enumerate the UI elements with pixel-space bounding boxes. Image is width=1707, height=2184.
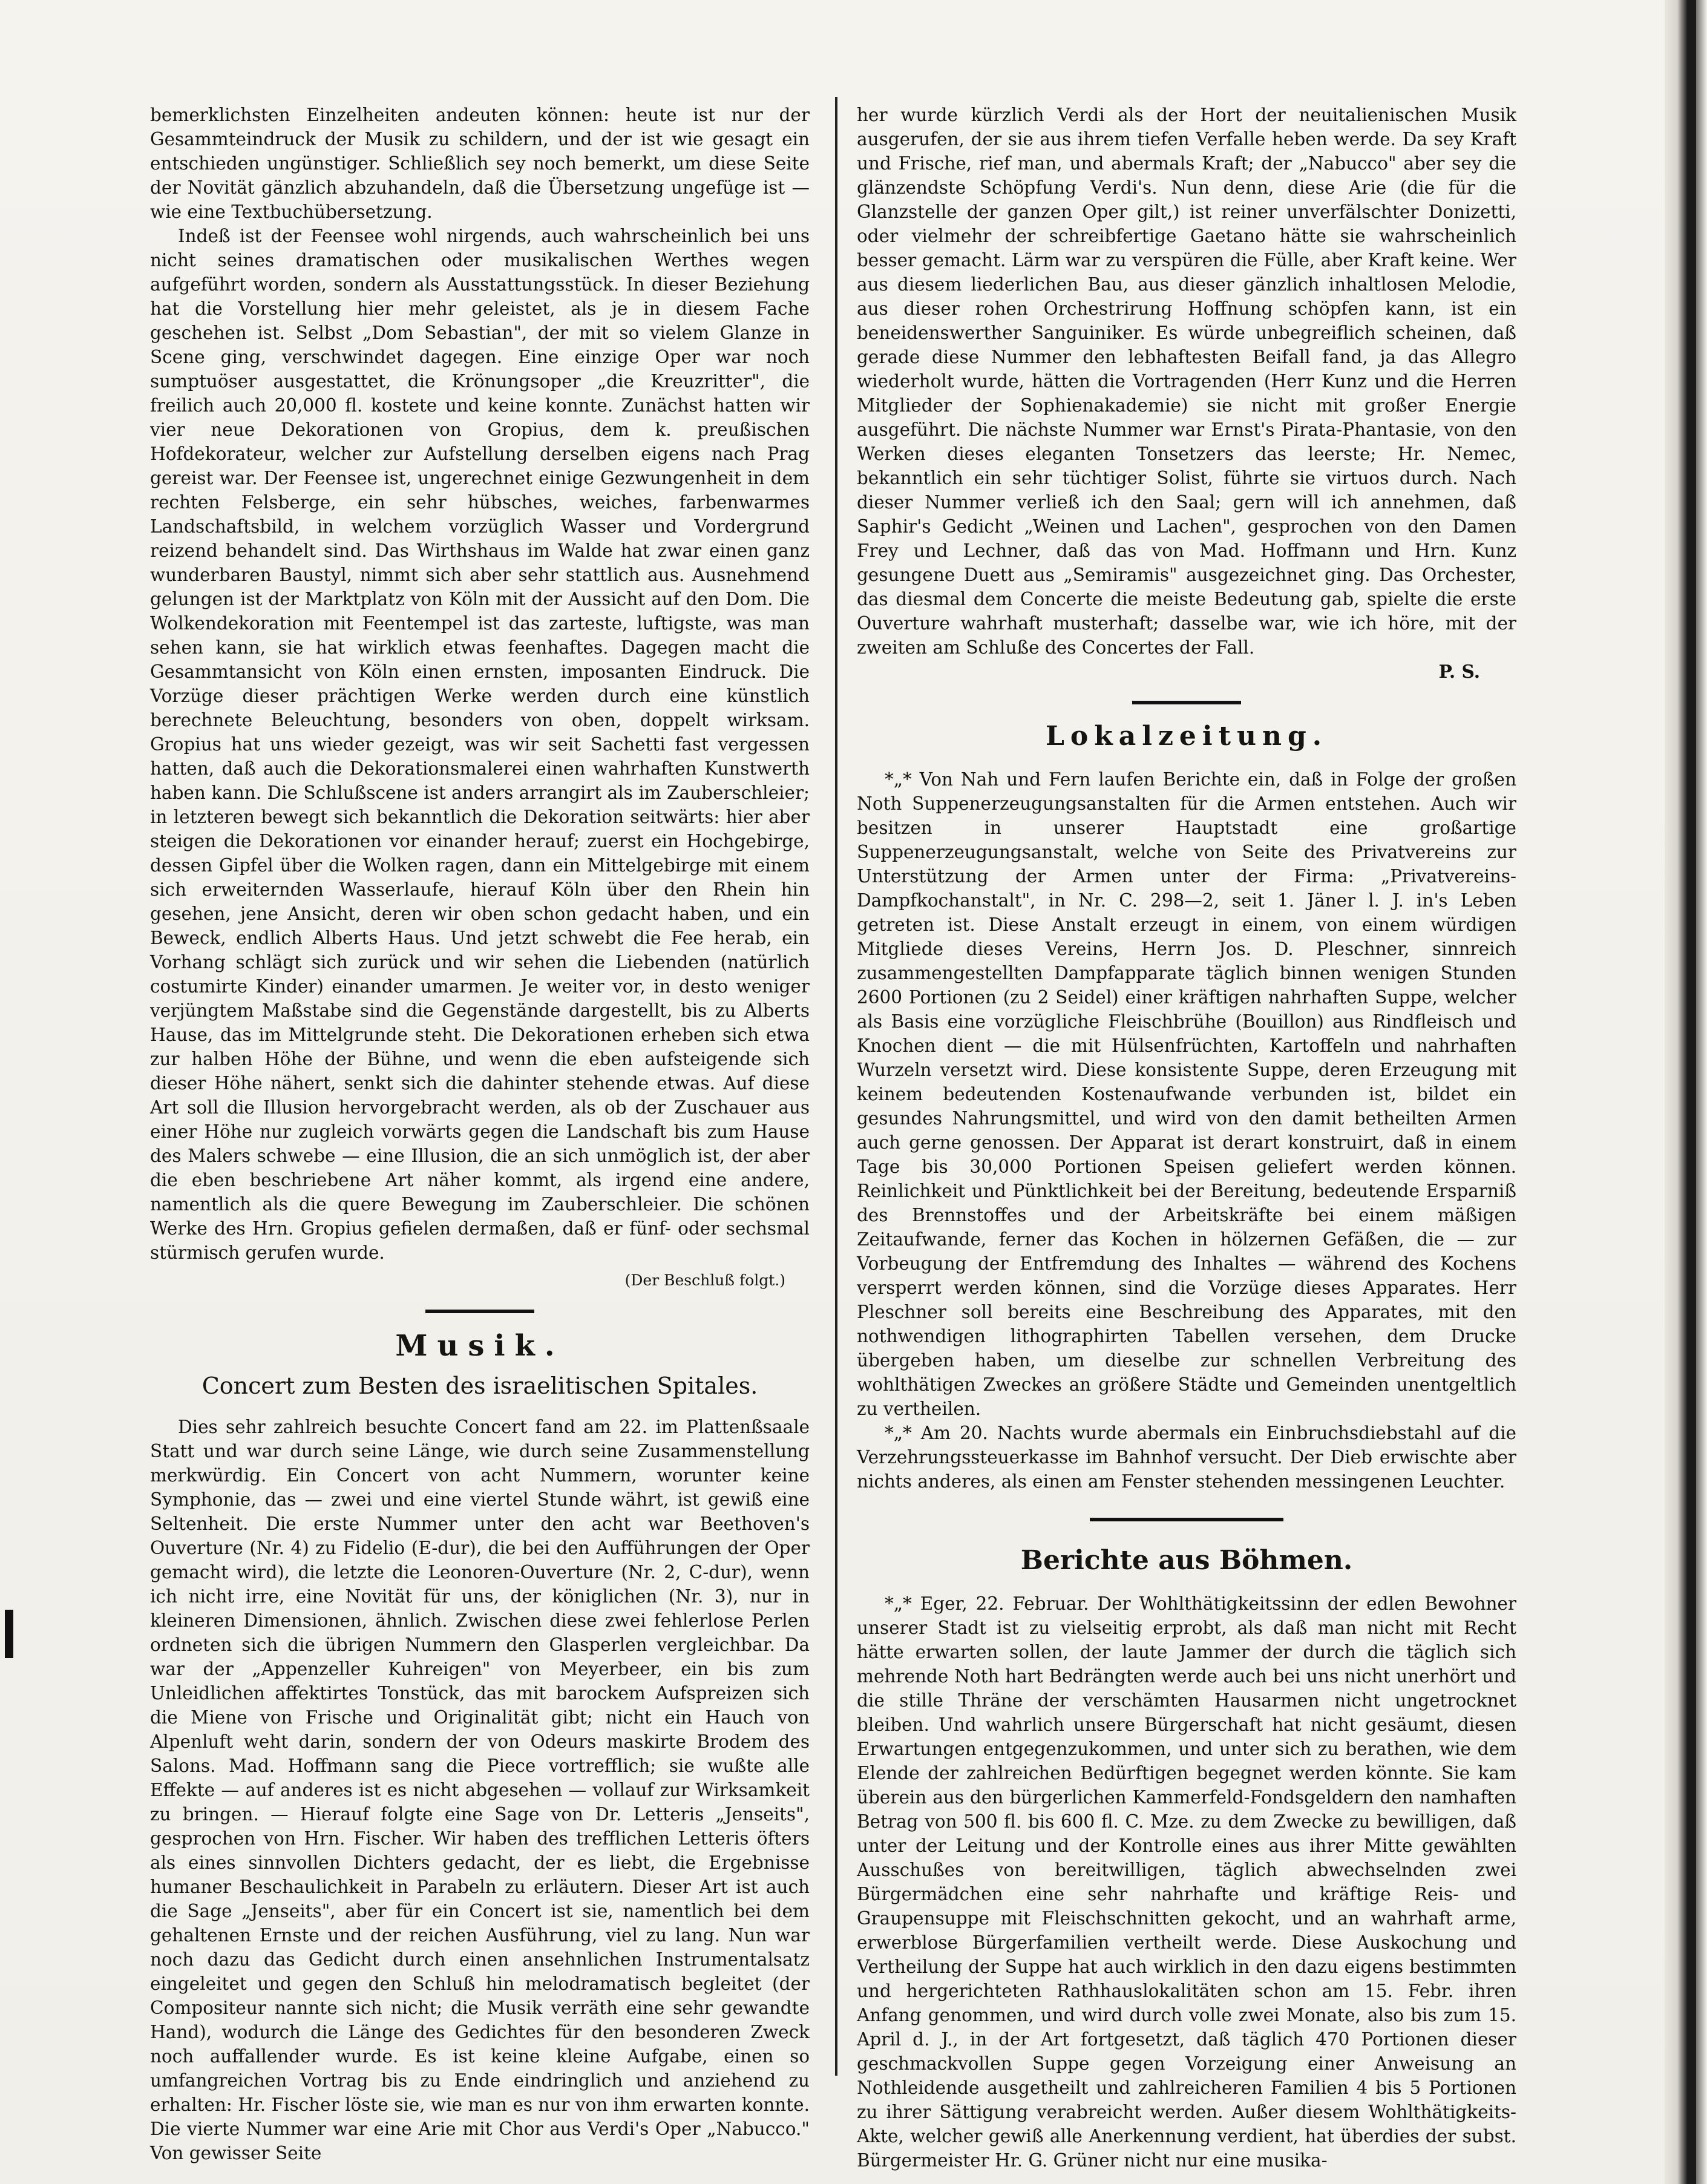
lokal-paragraph-1: *„* Von Nah und Fern laufen Berichte ein, daß in Folge der großen Noth Suppenerzeugungsanstalten für die Armen entstehen. Auch wir besitzen in unserer Hauptstadt eine großartige Suppenerzeugungsanstalt, welche von Seite des Privatvereins zur Unterstützung der Armen unter der Firma: „Privatvereins-Dampfkochanstalt", in Nr. C. 298—2, seit 1. Jäner l. J. in's Leben getreten ist. Diese Anstalt erzeugt in einem, von einem würdigen Mitgliede dieses Vereins, Herrn Jos. D. Pleschner, sinnreich zusammengestellten Dampfapparate täglich binnen wenigen Stunden 2600 Portionen (zu 2 Seidel) einer kräftigen nahrhaften Suppe, welcher als Basis eine vorzügliche Fleischbrühe (Bouillon) aus Rindfleisch und Knochen dient — die mit Hülsenfrüchten, Kartoffeln und nahrhaften Wurzeln versetzt wird. Diese konsistente Suppe, deren Erzeugung mit keinem bedeutenden Kostenaufwande verbunden ist, bildet ein gesundes Nahrungsmittel, und wird von den damit betheilten Armen auch gerne genossen. Der Apparat ist derart konstruirt, daß in einem Tage bis 30,000 Portionen Speisen geliefert werden können. Reinlichkeit und Pünktlichkeit bei der Bereitung, bedeutende Ersparniß des Brennstoffes und der Arbeitskräfte bei einem mäßigen Zeitaufwande, ferner das Kochen in hölzernen Gefäßen, die — zur Vorbeugung der Entfremdung des Inhaltes — während des Kochens versperrt werden können, sind die Vorzüge dieses Apparates. Herr Pleschner soll bereits eine Beschreibung des Apparates, mit den nothwendigen lithographirten Tabellen versehen, dem Drucke übergeben haben, um dieselbe zur schnellen Verbreitung des wohlthätigen Zweckes an größere Städte und Gemeinden unentgeltlich zu vertheilen. bbox=[857, 769, 1516, 1419]
musik-heading: Musik. bbox=[395, 1329, 565, 1363]
scan-margin-mark bbox=[5, 1610, 13, 1658]
column-divider bbox=[835, 97, 837, 2076]
section-rule bbox=[425, 1310, 534, 1313]
bohmen-heading: Berichte aus Böhmen. bbox=[1020, 1545, 1353, 1576]
article-signature: P. S. bbox=[1438, 661, 1480, 682]
section-rule bbox=[1132, 701, 1241, 704]
lokalzeitung-heading: Lokalzeitung. bbox=[1045, 721, 1328, 752]
feensee-paragraph-2: Indeß ist der Feensee wohl nirgends, auch wahrscheinlich bei uns nicht seines dramatischen oder musikalischen Werthes wegen aufgeführt worden, sondern als Ausstattungsstück. In dieser Beziehung hat die Vorstellung hier mehr geleistet, als je in diesem Fache geschehen ist. Selbst „Dom Sebastian", der mit so vielem Glanze in Scene ging, verschwindet dagegen. Eine einzige Oper war noch sumptuöser ausgestattet, die Krönungsoper „die Kreuzritter", die freilich auch 20,000 fl. kostete und keine konnte. Zunächst hatten wir vier neue Dekorationen von Gropius, dem k. preußischen Hofdekorateur, welcher zur Aufstellung derselben eigens nach Prag gereist war. Der Feensee ist, ungerechnet einige Gezwungenheit in dem rechten Felsberge, ein sehr hübsches, weiches, farbenwarmes Landschaftsbild, in welchem vorzüglich Wasser und Vordergrund reizend behandelt sind. Das Wirthshaus im Walde hat zwar einen ganz wunderbaren Baustyl, nimmt sich aber sehr stattlich aus. Ausnehmend gelungen ist der Marktplatz von Köln mit der Aussicht auf den Dom. Die Wolkendekoration mit Feentempel ist das zarteste, luftigste, was man sehen kann, sie hat wirklich etwas feenhaftes. Dagegen macht die Gesammtansicht von Köln einen ernsten, imposanten Eindruck. Die Vorzüge dieser prächtigen Werke werden durch eine künstlich berechnete Beleuchtung, besonders von oben, doppelt wirksam. Gropius hat uns wieder gezeigt, was wir seit Sachetti fast vergessen hatten, daß auch die Dekorationsmalerei einen wahrhaften Kunstwerth haben kann. Die Schlußscene ist anders arrangirt als im Zauberschleier; in letzteren bewegt sich bekanntlich die Dekoration seitwärts: hier aber steigen die Dekorationen vor einander herauf; zuerst ein Hochgebirge, dessen Gipfel über die Wolken ragen, dann ein Mittelgebirge mit einem sich erweiternden Wasserlaufe, hierauf Köln über den Rhein hin gesehen, jene Ansicht, deren wir oben schon gedacht haben, und ein Beweck, endlich Alberts Haus. Und jetzt schwebt die Fee herab, ein Vorhang schlägt sich zurück und wir sehen die Liebenden (natürlich costumirte Kinder) einander umarmen. Je weiter vor, in desto weniger verjüngtem Maßstabe sind die Gegenstände dargestellt, bis zu Alberts Hause, das im Mittelgrunde steht. Die Dekorationen erheben sich etwa zur halben Höhe der Bühne, und wenn die eben aufsteigende sich dieser Höhe nähert, senkt sich die dahinter stehende etwas. Auf diese Art soll die Illusion hervorgebracht werden, als ob der Zuschauer aus einer Höhe nur zugleich vorwärts gegen die Landschaft bis zum Hause des Malers schwebe — eine Illusion, die an sich unmöglich ist, der aber die eben beschriebene Art näher kommt, als irgend eine andere, namentlich als die quere Bewegung im Zauberschleier. Die schönen Werke des Hrn. Gropius gefielen dermaßen, daß er fünf- oder sechsmal stürmisch gerufen wurde. bbox=[150, 226, 810, 1263]
section-rule bbox=[1090, 1518, 1283, 1521]
bohmen-paragraph: *„* Eger, 22. Februar. Der Wohlthätigkeitssinn der edlen Bewohner unserer Stadt ist zu vielseitig erprobt, als daß man nicht mit Recht hätte erwarten sollen, der laute Jammer der durch die täglich sich mehrende Noth hart Bedrängten werde auch bei uns nicht unerhört und die stille Thräne der verschämten Hausarmen nicht ungetrocknet bleiben. Und wahrlich unsere Bürgerschaft hat nicht gesäumt, diesen Erwartungen entgegenzukommen, und unter sich zu berathen, wie dem Elende der zahlreichen Bedürftigen begegnet werden könnte. Sie kam überein aus den bürgerlichen Kammerfeld-Fondsgeldern den namhaften Betrag von 500 fl. bis 600 fl. C. Mze. zu dem Zwecke zu bewilligen, daß unter der Leitung und der Kontrolle eines aus ihrer Mitte gewählten Ausschußes von bereitwilligen, täglich abwechselnden zwei Bürgermädchen eine sehr nahrhafte und kräftige Reis- und Graupensuppe mit Fleischschnitten gekocht, und an wahrhaft arme, erwerblose Bürgerfamilien vertheilt werde. Diese Auskochung und Vertheilung der Suppe hat auch wirklich in den dazu eigens bestimmten und hergerichteten Rathhauslokalitäten schon am 15. Febr. ihren Anfang genommen, und wird durch volle zwei Monate, also bis zum 15. April d. J., in der Art fortgesetzt, daß täglich 470 Portionen dieser geschmackvollen Suppe gegen Vorzeigung einer Anweisung an Nothleidende ausgetheilt und zahlreicheren Familien 4 bis 5 Portionen zu ihrer Sättigung verabreicht werden. Außer diesem Wohlthätigkeits-Akte, welcher gewiß alle Anerkennung verdient, hat überdies der subst. Bürgermeister Hr. G. Grüner nicht nur eine musika- bbox=[857, 1593, 1516, 2171]
feensee-paragraph-1: bemerklichsten Einzelheiten andeuten können: heute ist nur der Gesammteindruck der Musik zu schildern, und der ist wie gesagt ein entschieden ungünstiger. Schließlich sey noch bemerkt, um diese Seite der Novität gänzlich abzuhandeln, daß die Übersetzung ungefüge ist — wie eine Textbuchübersetzung. bbox=[150, 105, 810, 222]
concert-continuation: her wurde kürzlich Verdi als der Hort der neuitalienischen Musik ausgerufen, der sie aus ihrem tiefen Verfalle heben werde. Da sey Kraft und Frische, rief man, und abermals Kraft; der „Nabucco" aber sey die glänzendste Schöpfung Verdi's. Nun denn, diese Arie (die für die Glanzstelle der ganzen Oper gilt,) ist reiner unverfälschter Donizetti, oder vielmehr der schreibfertige Gaetano hätte sie wahrscheinlich besser gemacht. Lärm war zu verspüren die Fülle, aber Kraft keine. Wer aus diesem liederlichen Bau, aus dieser gänzlich inhaltlosen Melodie, aus dieser rohen Orchestrirung Hoffnung schöpfen kann, ist ein beneidenswerther Sanguiniker. Es würde unbegreiflich scheinen, daß gerade diese Nummer den lebhaftesten Beifall fand, ja das Allegro wiederholt wurde, hätten die Vortragenden (Herr Kunz und die Herren Mitglieder der Sophienakademie) sie nicht mit großer Energie ausgeführt. Die nächste Nummer war Ernst's Pirata-Phantasie, von den Werken dieses eleganten Tonsetzers das leerste; Hr. Nemec, bekanntlich ein sehr tüchtiger Solist, führte sie virtuos durch. Nach dieser Nummer verließ ich den Saal; gern will ich annehmen, daß Saphir's Gedicht „Weinen und Lachen", gesprochen von den Damen Frey und Lechner, daß das von Mad. Hoffmann und Hrn. Kunz gesungene Duett aus „Semiramis" ausgezeichnet ging. Das Orchester, das diesmal dem Concerte die meiste Bedeutung gab, spielte die erste Ouverture wahrhaft musterhaft; dasselbe war, wie ich höre, mit der zweiten am Schluße des Concertes der Fall. bbox=[857, 105, 1516, 658]
lokal-paragraph-2: *„* Am 20. Nachts wurde abermals ein Einbruchsdiebstahl auf die Verzehrungssteuerkasse im Bahnhof versucht. Der Dieb erwischte aber nichts anderes, als einen am Fenster stehenden messingenen Leuchter. bbox=[857, 1423, 1516, 1492]
concert-paragraph: Dies sehr zahlreich besuchte Concert fand am 22. im Plattenßsaale Statt und war durch seine Länge, wie durch seine Zusammenstellung merkwürdig. Ein Concert von acht Nummern, worunter keine Symphonie, das — zwei und eine viertel Stunde währt, ist gewiß eine Seltenheit. Die erste Nummer unter den acht war Beethoven's Ouverture (Nr. 4) zu Fidelio (E-dur), die bei den Aufführungen der Oper gemacht wird), die letzte die Leonoren-Ouverture (Nr. 2, C-dur), wenn ich nicht irre, eine Novität für uns, der königlichen (Nr. 3), nur in kleineren Dimensionen, ähnlich. Zwischen diese zwei fehlerlose Perlen ordneten sich die übrigen Nummern den Glasperlen vergleichbar. Da war der „Appenzeller Kuhreigen" von Meyerbeer, ein bis zum Unleidlichen affektirtes Tonstück, das mit barockem Aufspreizen sich die Miene von Frische und Originalität gibt; nicht ein Hauch von Alpenluft weht darin, sondern der von Odeurs maskirte Brodem des Salons. Mad. Hoffmann sang die Piece vortrefflich; sie wußte alle Effekte — auf anderes ist es nicht abgesehen — vollauf zur Wirksamkeit zu bringen. — Hierauf folgte eine Sage von Dr. Letteris „Jenseits", gesprochen von Hrn. Fischer. Wir haben des trefflichen Letteris öfters als eines sinnvollen Dichters gedacht, der es liebt, die Ergebnisse humaner Beschaulichkeit in Parabeln zu erläutern. Dieser Art ist auch die Sage „Jenseits", aber für ein Concert ist sie, namentlich bei dem gehaltenen Ernste und der reichen Ausführung, viel zu lang. Nun war noch dazu das Gedicht durch einen ansehnlichen Instrumentalsatz eingeleitet und gegen den Schluß hin melodramatisch begleitet (der Compositeur nannte sich nicht; die Musik verräth eine sehr gewandte Hand), wodurch die Länge des Gedichtes für den besonderen Zweck noch auffallender wurde. Es ist keine kleine Aufgabe, einen so umfangreichen Vortrag bis zu Ende eindringlich und anziehend zu erhalten: Hr. Fischer löste sie, wie man es nur von ihm erwarten konnte. Die vierte Nummer war eine Arie mit Chor aus Verdi's Oper „Nabucco." Von gewisser Seite bbox=[150, 1417, 810, 2163]
concert-heading: Concert zum Besten des israelitischen Spitales. bbox=[201, 1372, 758, 1399]
right-column bbox=[857, 103, 1516, 2171]
page-edge-shadow bbox=[1665, 0, 1707, 2184]
left-column bbox=[150, 103, 810, 2163]
continuation-note: (Der Beschluß folgt.) bbox=[624, 1271, 785, 1289]
scan-edge-bar bbox=[1688, 0, 1696, 2184]
